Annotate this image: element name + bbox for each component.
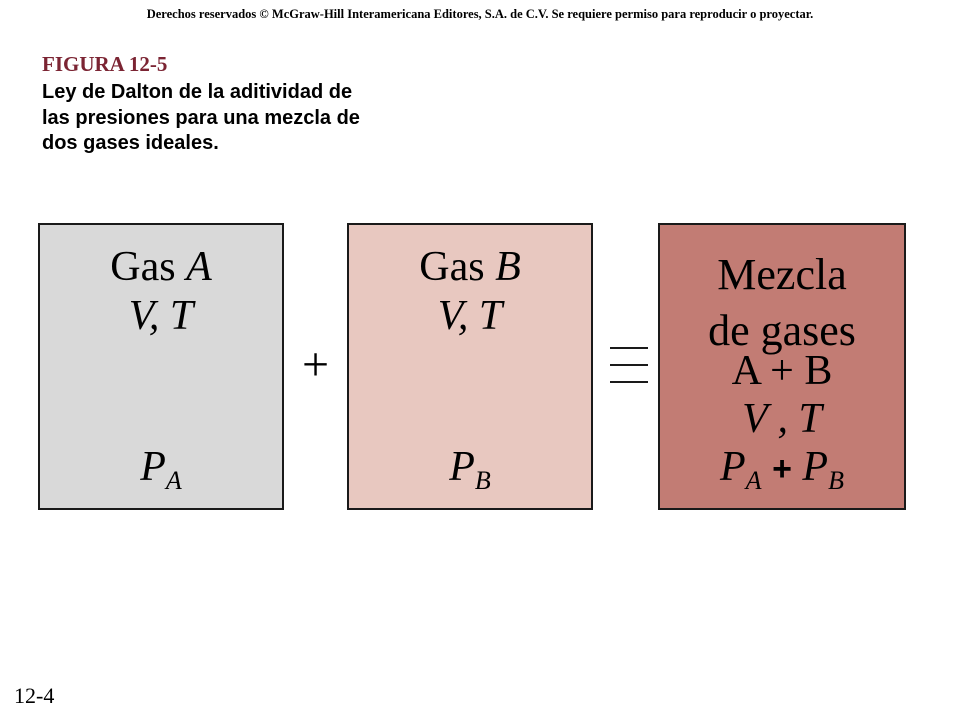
- gas-b-name: Gas B: [419, 244, 521, 290]
- mixture-components: A + B: [731, 348, 833, 394]
- mixture-conditions: V , T: [742, 396, 822, 442]
- gas-a-pressure: $P_A$: [140, 444, 182, 496]
- gas-b-box: [347, 223, 593, 510]
- gas-a-name: Gas A: [110, 244, 212, 290]
- gas-b-pressure: $P_B$: [449, 444, 491, 496]
- mixture-pressure-sum: $P_A + P_B$: [720, 444, 844, 496]
- gas-b-conditions: V, T: [437, 293, 503, 339]
- copyright-notice: Derechos reservados © McGraw-Hill Interamericana Editores, S.A. de C.V. Se requiere permiso para reproducir o proyectar.: [146, 7, 814, 21]
- plus-operator: +: [302, 338, 330, 391]
- figure-caption: Ley de Dalton de la aditividad de las presiones para una mezcla de dos gases ideales.: [42, 81, 360, 154]
- page-number: 12-4: [14, 683, 55, 708]
- gas-a-conditions: V, T: [128, 293, 194, 339]
- figure-label: FIGURA 12-5: [42, 52, 168, 76]
- gas-a-box: [38, 223, 284, 510]
- equivalence-sign: [610, 347, 648, 383]
- mixture-title-line2: de gases: [708, 306, 856, 355]
- mixture-title-line1: Mezcla: [717, 250, 847, 299]
- mixture-box: [658, 223, 906, 510]
